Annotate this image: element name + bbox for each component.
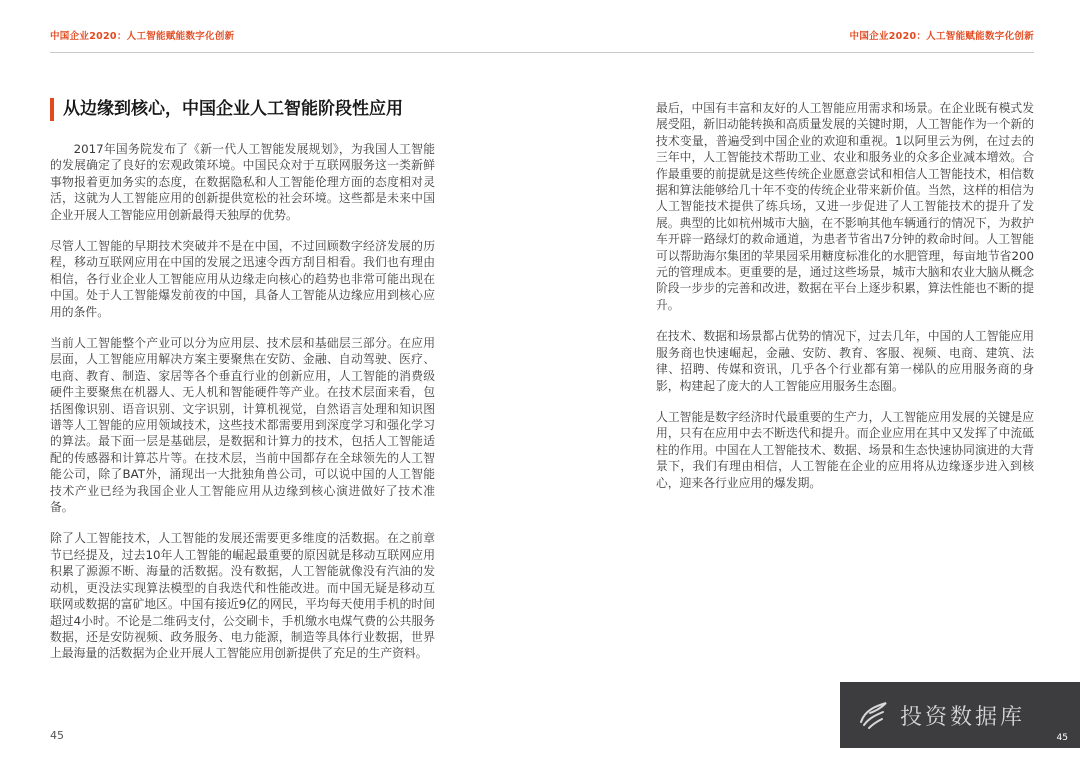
content-columns <box>50 98 1034 704</box>
watermark-banner <box>840 682 1080 748</box>
section-title-text: 从边缘到核心，中国企业人工智能阶段性应用 <box>63 99 403 119</box>
right-page-column <box>656 98 1034 704</box>
running-header <box>50 28 1034 42</box>
paragraph: 在技术、数据和场景都占优势的情况下，过去几年，中国的人工智能应用服务商也快速崛起，金融、安防、教育、客服、视频、电商、建筑、法律、招聘、传媒和资讯，几乎各个行业都有第一梯队的应用服务商的身影，构建起了庞大的人工智能应用服务生态圈。 <box>656 329 1034 393</box>
paragraph: 尽管人工智能的早期技术突破并不是在中国，不过回顾数字经济发展的历程，移动互联网应用在中国的发展之迅速令西方刮目相看。我们也有理由相信，各行业企业人工智能应用从边缘走向核心的趋势也非常可能出现在中国。处于人工智能爆发前夜的中国，具备人工智能从边缘应用到核心应用的条件。 <box>50 238 435 319</box>
paragraph: 最后，中国有丰富和友好的人工智能应用需求和场景。在企业既有模式发展受阻，新旧动能转换和高质量发展的关键时期，人工智能作为一个新的技术变量，普遍受到中国企业的欢迎和重视。1以阿里云为例，在过去的三年中，人工智能技术帮助工业、农业和服务业的众多企业减本增效。合作最重要的前提就是这些传统企业愿意尝试和相信人工智能技术，相信数据和算法能够给几十年不变的传统企业带来新价值。当然，这样的相信为人工智能技术提供了练兵场，又进一步促进了人工智能技术的提升了发展。典型的比如杭州城市大脑，在不影响其他车辆通行的情况下，为救护车开辟一路绿灯的救命通道，为患者节省出7分钟的救命时间。人工智能可以帮助海尔集团的苹果园采用糖度标准化的水肥管理，每亩地节省200元的管理成本。更重要的是，通过这些场景，城市大脑和农业大脑从概念阶段一步步的完善和改进，数据在平台上逐步积累，算法性能也不断的提升。 <box>656 101 1034 312</box>
watermark-text: 投资数据库 <box>900 704 1026 730</box>
paragraph: 当前人工智能整个产业可以分为应用层、技术层和基础层三部分。在应用层面，人工智能应用解决方案主要聚焦在安防、金融、自动驾驶、医疗、电商、教育、制造、家居等各个垂直行业的创新应用，人工智能的消费级硬件主要聚焦在机器人、无人机和智能硬件等产业。在技术层面来看，包括图像识别、语音识别、文字识别，计算机视觉，自然语言处理和知识图谱等人工智能的应用领域技术，这些技术都需要用到深度学习和强化学习的算法。最下面一层是基础层，是数据和计算力的技术，包括人工智能适配的传感器和计算芯片等。在技术层，当前中国都存在全球领先的人工智能公司，除了BAT外，涌现出一大批独角兽公司，可以说中国的人工智能技术产业已经为我国企业人工智能应用从边缘到核心演进做好了技术准备。 <box>50 336 435 515</box>
section-title <box>50 98 435 121</box>
header-title-right: 中国企业2020：人工智能赋能数字化创新 <box>849 31 1034 42</box>
left-page-column <box>50 98 435 704</box>
header-divider <box>50 52 1034 53</box>
paragraph: 除了人工智能技术，人工智能的发展还需要更多维度的活数据。在之前章节已经提及，过去10年人工智能的崛起最重要的原因就是移动互联网应用积累了源源不断、海量的活数据。没有数据，人工智能就像没有汽油的发动机，更没法实现算法模型的自我迭代和性能改进。而中国无疑是移动互联网或数据的富矿地区。中国有接近9亿的网民，平均每天使用手机的时间超过4小时。不论是二维码支付，公交刷卡，手机缴水电煤气费的公共服务数据，还是安防视频、政务服务、电力能源，制造等具体行业数据，世界上最海量的活数据为企业开展人工智能应用创新提供了充足的生产资料。 <box>50 531 436 661</box>
paragraph: 2017年国务院发布了《新一代人工智能发展规划》，为我国人工智能的发展确定了良好的宏观政策环境。中国民众对于互联网服务这一类新鲜事物报着更加务实的态度，在数据隐私和人工智能伦理方面的态度相对灵活，这就为人工智能应用的创新提供宽松的社会环境。这些都是未来中国企业开展人工智能应用创新最得天独厚的优势。 <box>50 141 435 222</box>
header-title-left: 中国企业2020：人工智能赋能数字化创新 <box>50 31 235 42</box>
page-number-right: 45 <box>1056 733 1068 743</box>
accent-bar <box>50 98 54 121</box>
bird-logo-icon <box>856 698 890 732</box>
paragraph: 人工智能是数字经济时代最重要的生产力，人工智能应用发展的关键是应用，只有在应用中去不断迭代和提升。而企业应用在其中又发挥了中流砥柱的作用。中国在人工智能技术、数据、场景和生态快速协同演进的大背景下，我们有理由相信，人工智能在企业的应用将从边缘逐步进入到核心，迎来各行业应用的爆发期。 <box>656 409 1034 490</box>
page-number-left: 45 <box>50 729 64 742</box>
